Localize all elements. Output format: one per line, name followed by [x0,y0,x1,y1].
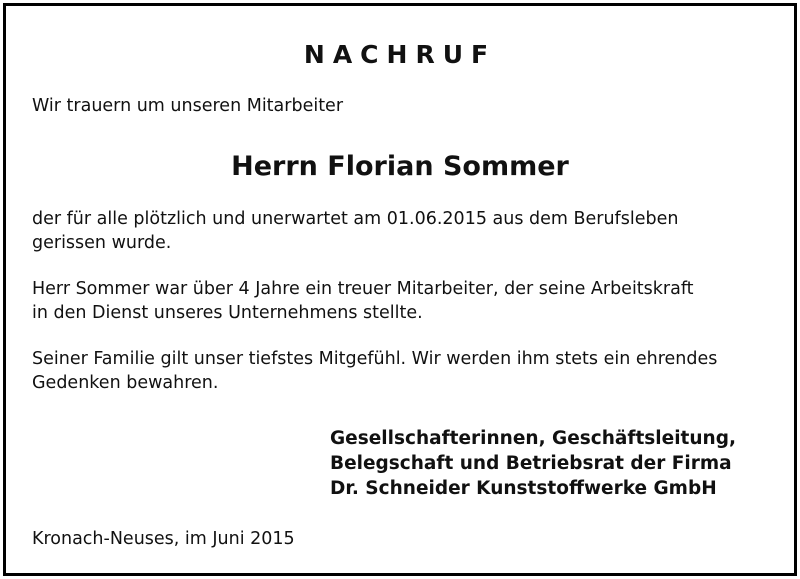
signature-line: Dr. Schneider Kunststoffwerke GmbH [330,478,717,499]
signature-line: Belegschaft und Betriebsrat der Firma [330,453,732,474]
signature-line: Gesellschafterinnen, Geschäftsleitung, [330,428,736,449]
paragraph-3-line-2: Gedenken bewahren. [32,373,219,393]
paragraph-2-line-1: Herr Sommer war über 4 Jahre ein treuer Mitarbeiter, der seine Arbeitskraft [32,279,694,299]
signature-block [330,426,736,501]
paragraph-3-line-1: Seiner Familie gilt unser tiefstes Mitgefühl. Wir werden ihm stets ein ehrendes [32,349,718,369]
paragraph-1-line-1: der für alle plötzlich und unerwartet am 01.06.2015 aus dem Berufsleben [32,209,679,229]
notice-title: NACHRUF [303,40,497,69]
intro-text: Wir trauern um unseren Mitarbeiter [32,96,344,116]
paragraph-2-line-2: in den Dienst unseres Unternehmens stellte. [32,303,423,323]
paragraph-1-line-2: gerissen wurde. [32,233,172,253]
obituary-frame [3,3,797,576]
place-date: Kronach-Neuses, im Juni 2015 [32,529,295,549]
deceased-name: Herrn Florian Sommer [231,151,569,182]
